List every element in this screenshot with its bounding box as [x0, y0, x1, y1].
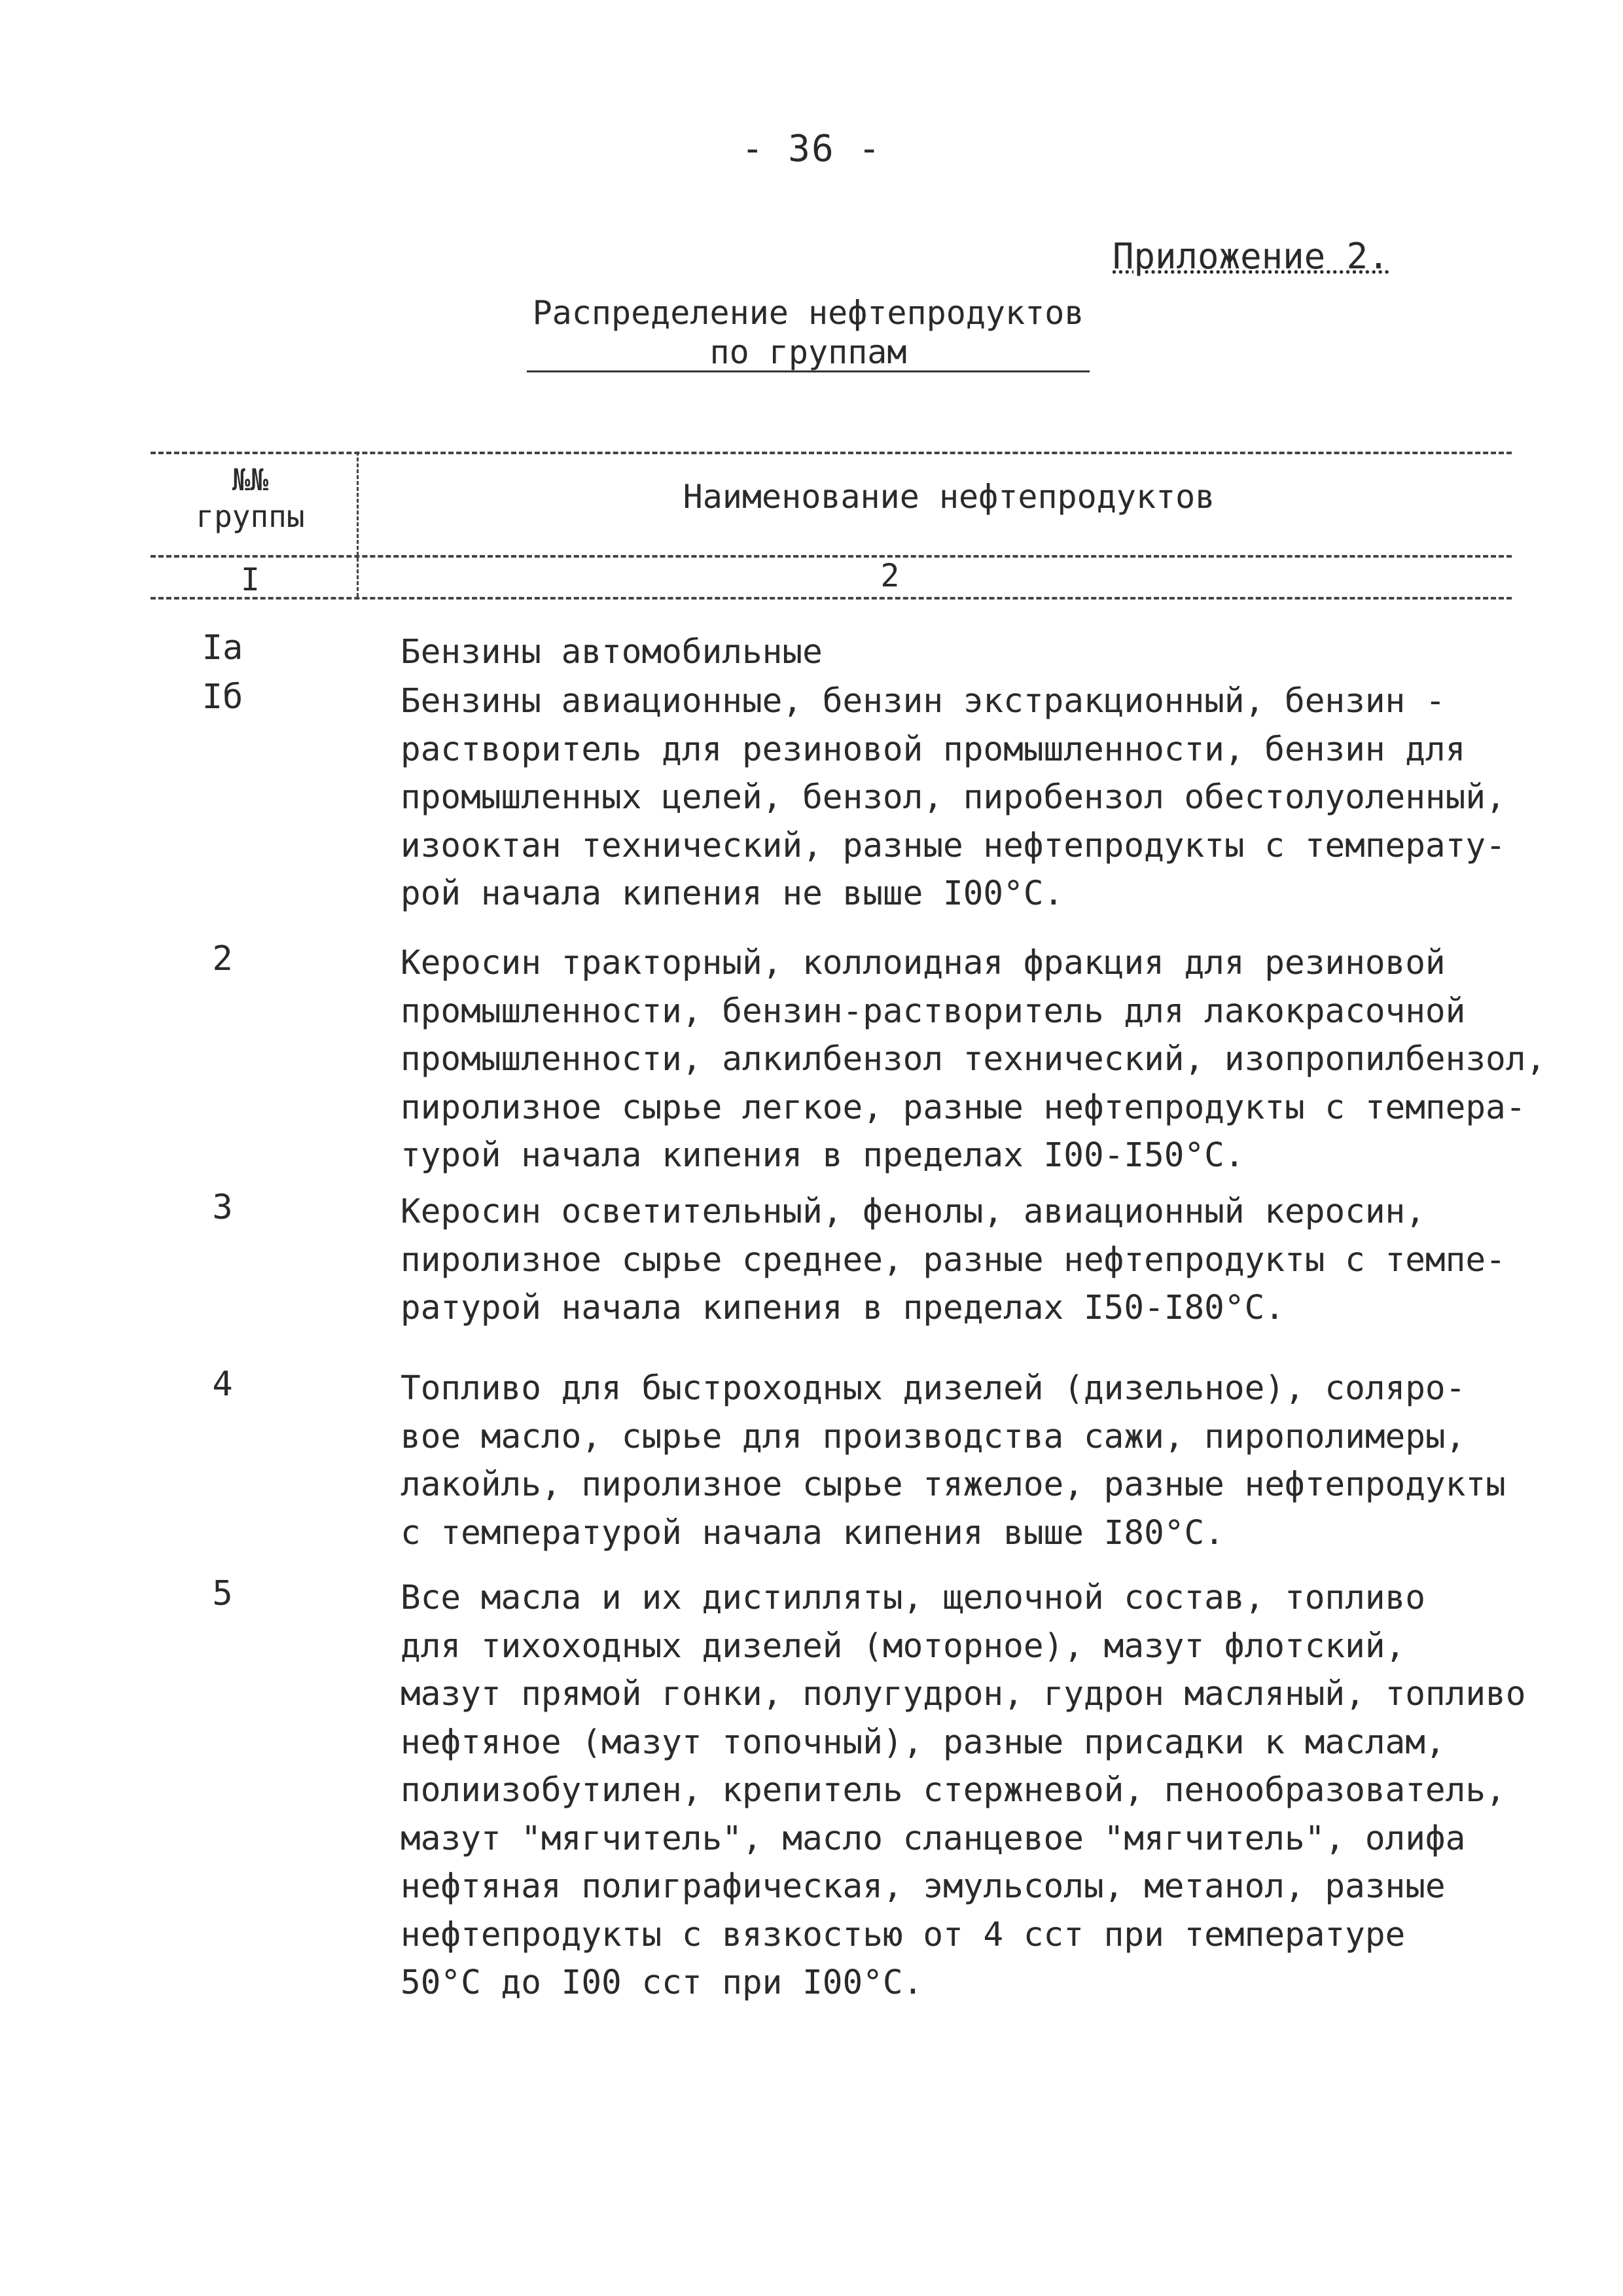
description-line: 50°С до I00 сст при I00°С. — [401, 1964, 923, 2002]
table-numbering-rule — [151, 597, 1512, 600]
group-number: 2 — [212, 939, 233, 978]
document-title — [527, 293, 1090, 372]
description-line: промышленности, алкилбензол технический, изопропилбензол, — [401, 1040, 1546, 1079]
description-line: нефтяная полиграфическая, эмульсолы, метанол, разные — [401, 1867, 1446, 1906]
description-line: изооктан технический, разные нефтепродукты с температу- — [401, 826, 1506, 865]
header-group-number-line-1: №№ — [232, 462, 269, 497]
column-number-1: I — [241, 562, 260, 598]
description-line: Керосин тракторный, коллоидная фракция для резиновой — [401, 944, 1446, 982]
description-line: нефтепродукты с вязкостью от 4 сст при температуре — [401, 1915, 1406, 1954]
product-description — [401, 1188, 1552, 1333]
product-description — [401, 628, 1552, 677]
description-line: для тихоходных дизелей (моторное), мазут флотский, — [401, 1626, 1406, 1666]
appendix-label: Приложение 2. — [1113, 236, 1389, 277]
description-line: лакойль, пиролизное сырье тяжелое, разные нефтепродукты — [401, 1465, 1506, 1504]
description-line: турой начала кипения в пределах I00-I50°С. — [401, 1136, 1245, 1175]
product-description — [401, 677, 1552, 918]
title-underline — [527, 370, 1090, 372]
description-line: нефтяное (мазут топочный), разные присадки к маслам, — [401, 1723, 1446, 1762]
header-product-name: Наименование нефтепродуктов — [683, 478, 1215, 516]
product-description — [401, 939, 1552, 1180]
description-line: Керосин осветительный, фенолы, авиационный керосин, — [401, 1193, 1425, 1231]
group-number: 4 — [212, 1365, 233, 1404]
title-line-2: по группам — [709, 333, 907, 371]
description-line: с температурой начала кипения выше I80°С. — [401, 1513, 1224, 1552]
column-number-2: 2 — [880, 558, 900, 594]
title-line-1: Распределение нефтепродуктов — [532, 294, 1084, 332]
group-number: 3 — [212, 1188, 233, 1227]
description-line: мазут прямой гонки, полугудрон, гудрон масляный, топливо — [401, 1675, 1526, 1713]
header-group-number-line-2: группы — [196, 499, 305, 534]
page-number: - 36 - — [741, 128, 882, 170]
product-description — [401, 1574, 1552, 2007]
description-line: Бензины авиационные, бензин экстракционный, бензин - — [401, 682, 1446, 721]
description-line: пиролизное сырье легкое, разные нефтепродукты с темпера- — [401, 1088, 1526, 1127]
group-number: Iа — [202, 628, 243, 668]
description-line: растворитель для резиновой промышленности, бензин для — [401, 730, 1466, 769]
description-line: рой начала кипения не выше I00°С. — [401, 874, 1064, 913]
description-line: Топливо для быстроходных дизелей (дизельное), соляро- — [401, 1369, 1466, 1408]
description-line: ратурой начала кипения в пределах I50-I80°С. — [401, 1289, 1285, 1327]
description-line: промышленных целей, бензол, пиробензол обестолуоленный, — [401, 778, 1506, 817]
description-line: Все масла и их дистилляты, щелочной состав, топливо — [401, 1579, 1425, 1617]
group-number: Iб — [202, 677, 243, 717]
table-top-rule — [151, 452, 1512, 454]
description-line: Бензины автомобильные — [401, 633, 823, 672]
description-line: полиизобутилен, крепитель стержневой, пенообразователь, — [401, 1771, 1506, 1810]
header-group-number — [157, 461, 344, 535]
group-number: 5 — [212, 1574, 233, 1613]
table-column-separator — [357, 452, 359, 597]
product-description — [401, 1365, 1552, 1557]
description-line: промышленности, бензин-растворитель для лакокрасочной — [401, 992, 1466, 1031]
description-line: мазут "мягчитель", масло сланцевое "мягчитель", олифа — [401, 1819, 1466, 1858]
description-line: вое масло, сырье для производства сажи, пирополимеры, — [401, 1417, 1466, 1456]
description-line: пиролизное сырье среднее, разные нефтепродукты с темпе- — [401, 1240, 1506, 1280]
